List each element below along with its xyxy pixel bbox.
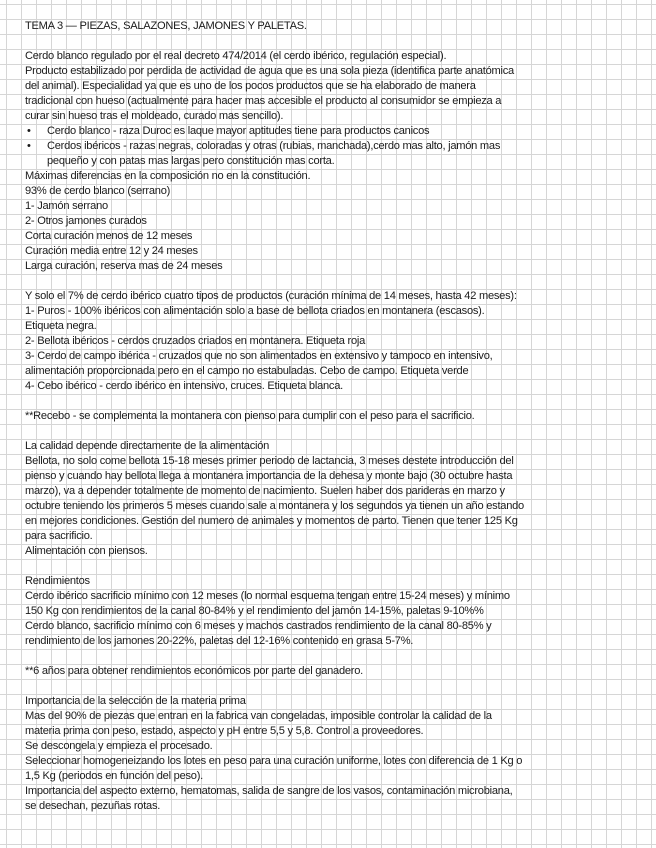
text-line: curar sin hueso tras el moldeado, curado mas sencillo). (25, 110, 284, 122)
text-line: 1- Puros - 100% ibéricos con alimentación solo a base de bellota criados en montanera (escasos). (25, 305, 485, 317)
section-heading: Rendimientos (25, 575, 90, 587)
anos-note: **6 años para obtener rendimientos económicos por parte del ganadero. (25, 665, 363, 677)
note-page (25, 19, 637, 814)
text-line: Cerdo blanco regulado por el real decreto 474/2014 (el cerdo ibérico, regulación especial). (25, 50, 447, 62)
text-line: Alimentación con piensos. (25, 545, 148, 557)
section-heading: Importancia de la selección de la materia prima (25, 695, 246, 707)
text-line: 150 Kg con rendimientos de la canal 80-84% y el rendimiento del jamón 14-15%, paletas 9-10%% (25, 605, 484, 617)
text-line: octubre teniendo los primeros 5 meses cuando sale a montanera y los segundos ya tienen un año estando (25, 500, 524, 512)
seleccion-paragraph (25, 694, 637, 814)
bullet-item: • Cerdos ibéricos - razas negras, coloradas y otras (rubias, manchada),cerdo mas alto, jamón mas (25, 139, 637, 154)
text-line: marzo), va a depender totalmente de momento de nacimiento. Suelen haber dos parideras en marzo y (25, 485, 505, 497)
text-line: Cerdo blanco, sacrificio mínimo con 6 meses y machos castrados rendimiento de la canal 80-85% y (25, 620, 492, 632)
rendimientos-paragraph (25, 574, 637, 649)
text-line: Se descongela y empieza el procesado. (25, 740, 213, 752)
text-line: Y solo el 7% de cerdo ibérico cuatro tipos de productos (curación mínima de 14 meses, hasta 42 meses): (25, 290, 517, 302)
curing-paragraph (25, 169, 637, 274)
bullet-item-continuation: pequeño y con patas mas largas pero constitución mas corta. (47, 155, 335, 167)
text-line: materia prima con peso, estado, aspecto y pH entre 5,5 y 5,8. Control a proveedores. (25, 725, 424, 737)
text-line: Bellota, no solo come bellota 15-18 meses primer periodo de lactancia, 3 meses destete introducción del (25, 455, 514, 467)
text-line: rendimiento de los jamones 20-22%, paletas del 12-16% contenido en grasa 5-7%. (25, 635, 414, 647)
intro-paragraph (25, 49, 637, 124)
text-line: en mejores condiciones. Gestión del numero de animales y momentos de parto. Tienen que tener 125 Kg (25, 515, 518, 527)
text-line: Importancia del aspecto externo, hematomas, salida de sangre de los vasos, contaminación microbiana, (25, 785, 513, 797)
iberico-paragraph (25, 289, 637, 394)
text-line: 3- Cerdo de campo ibérica - cruzados que no son alimentados en extensivo y tampoco en intensivo, (25, 350, 493, 362)
text-line: 1,5 Kg (periodos en función del peso). (25, 770, 203, 782)
calidad-paragraph (25, 439, 637, 559)
page-title: TEMA 3 — PIEZAS, SALAZONES, JAMONES Y PALETAS. (25, 20, 307, 32)
text-line: para sacrificio. (25, 530, 93, 542)
text-line: Etiqueta negra. (25, 320, 97, 332)
text-line: 2- Otros jamones curados (25, 215, 147, 227)
text-line: Producto estabilizado por perdida de actividad de agua que es una sola pieza (identifica parte anatómica (25, 65, 514, 77)
text-line: Mas del 90% de piezas que entran en la fabrica van congeladas, imposible controlar la calidad de la (25, 710, 492, 722)
text-line: se desechan, pezuñas rotas. (25, 800, 161, 812)
text-line: pienso y cuando hay bellota llega a montanera importancia de la dehesa y monte bajo (30 octubre hasta (25, 470, 513, 482)
text-line: Larga curación, reserva mas de 24 meses (25, 260, 223, 272)
text-line: 4- Cebo ibérico - cerdo ibérico en intensivo, cruces. Etiqueta blanca. (25, 380, 343, 392)
text-line: Seleccionar homogeneizando los lotes en peso para una curación uniforme, lotes con diferencia de 1 Kg o (25, 755, 523, 767)
text-line: tradicional con hueso (actualmente para hacer mas accesible el producto al consumidor se empieza a (25, 95, 502, 107)
text-line: Máximas diferencias en la composición no en la constitución. (25, 170, 311, 182)
text-line: Curación media entre 12 y 24 meses (25, 245, 198, 257)
text-line: del animal). Especialidad ya que es uno de los pocos productos que se ha elaborado de manera (25, 80, 476, 92)
bullet-item: • Cerdo blanco - raza Duroc es laque mayor aptitudes tiene para productos canicos (25, 124, 637, 139)
text-line: alimentación proporcionada pero en el campo no estabuladas. Cebo de campo. Etiqueta verde (25, 365, 469, 377)
recebo-note: **Recebo - se complementa la montanera con pienso para cumplir con el peso para el sacrificio. (25, 410, 475, 422)
section-heading: La calidad depende directamente de la alimentación (25, 440, 270, 452)
text-line: 2- Bellota ibéricos - cerdos cruzados criados en montanera. Etiqueta roja (25, 335, 366, 347)
text-line: Cerdo ibérico sacrificio mínimo con 12 meses (lo normal esquema tengan entre 15-24 meses) y mínimo (25, 590, 510, 602)
text-line: 93% de cerdo blanco (serrano) (25, 185, 171, 197)
breed-bullet-list (25, 124, 637, 169)
text-line: 1- Jamón serrano (25, 200, 108, 212)
text-line: Corta curación menos de 12 meses (25, 230, 193, 242)
